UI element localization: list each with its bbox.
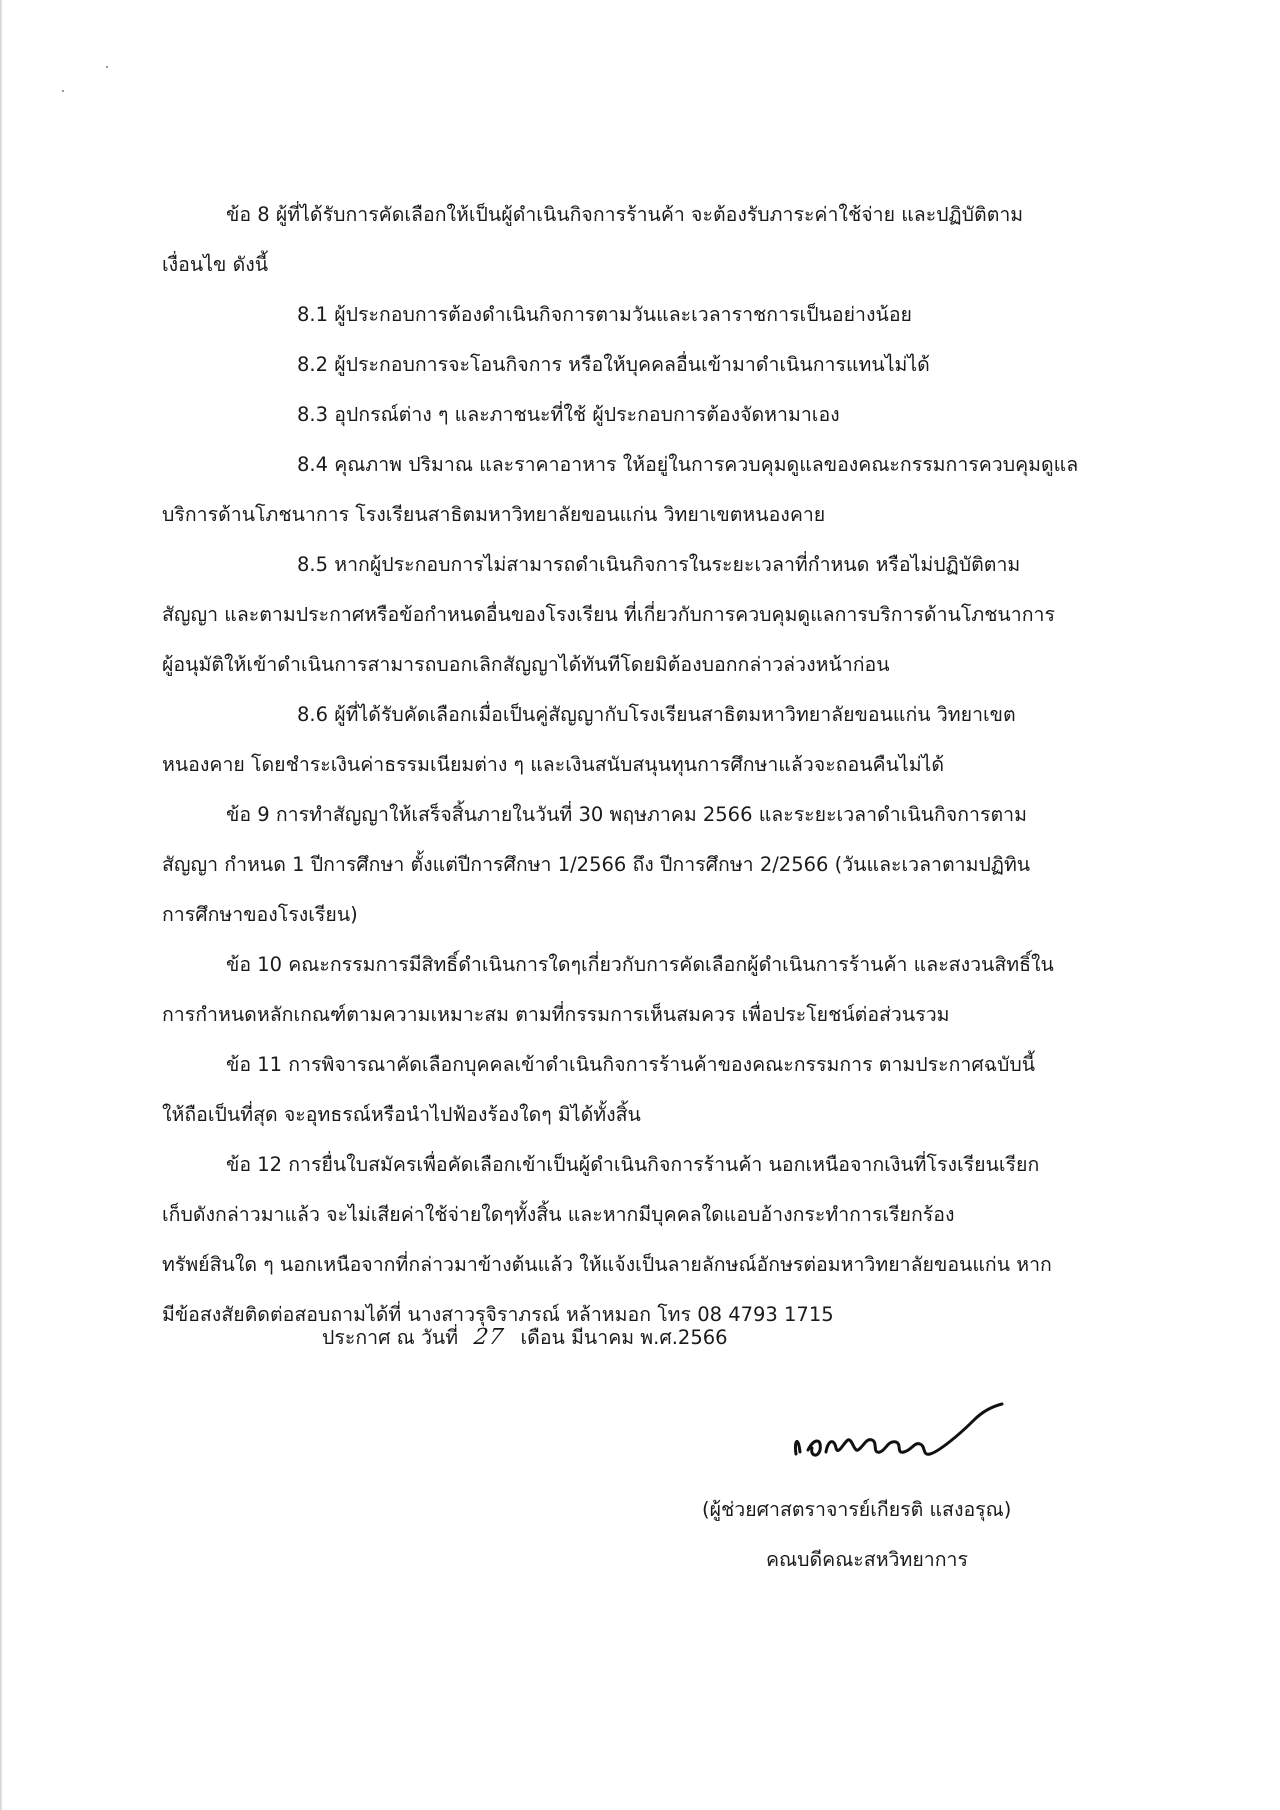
clause-8-item-6-line-2: หนองคาย โดยชำระเงินค่าธรรมเนียมต่าง ๆ และเงินสนับสนุนทุนการศึกษาแล้วจะถอนคืนไม่ได้ <box>162 753 945 776</box>
clause-9-line-2: สัญญา กำหนด 1 ปีการศึกษา ตั้งแต่ปีการศึกษา 1/2566 ถึง ปีการศึกษา 2/2566 (วันและเวลาตามปฏิทิน <box>162 853 1031 876</box>
clause-12 <box>162 1140 1120 1340</box>
scan-speck <box>62 90 64 92</box>
clause-11-line-2: ให้ถือเป็นที่สุด จะอุทธรณ์หรือนำไปฟ้องร้องใดๆ มิได้ทั้งสิ้น <box>162 1103 641 1126</box>
clause-8-intro-line-1: ข้อ 8 ผู้ที่ได้รับการคัดเลือกให้เป็นผู้ดำเนินกิจการร้านค้า จะต้องรับภาระค่าใช้จ่าย และปฏิบัติตาม <box>226 203 1024 226</box>
scan-speck <box>106 66 108 68</box>
handwritten-signature <box>788 1402 1038 1472</box>
announcement-date <box>322 1322 728 1353</box>
announcement-date-day: 27 <box>472 1325 507 1350</box>
clause-8-item-5-line-1: 8.5 หากผู้ประกอบการไม่สามารถดำเนินกิจการในระยะเวลาที่กำหนด หรือไม่ปฏิบัติตาม <box>297 553 1021 576</box>
clause-12-line-2: เก็บดังกล่าวมาแล้ว จะไม่เสียค่าใช้จ่ายใดๆทั้งสิ้น และหากมีบุคคลใดแอบอ้างกระทำการเรียกร้อง <box>162 1203 955 1226</box>
clause-8-item-2: 8.2 ผู้ประกอบการจะโอนกิจการ หรือให้บุคคลอื่นเข้ามาดำเนินการแทนไม่ได้ <box>297 353 930 376</box>
clause-11 <box>162 1040 1120 1140</box>
announcement-date-suffix: เดือน มีนาคม พ.ศ.2566 <box>520 1326 728 1349</box>
clause-8 <box>162 190 1120 790</box>
clause-11-line-1: ข้อ 11 การพิจารณาคัดเลือกบุคคลเข้าดำเนินกิจการร้านค้าของคณะกรรมการ ตามประกาศฉบับนี้ <box>226 1053 1036 1076</box>
clause-8-item-5-line-3: ผู้อนุมัติให้เข้าดำเนินการสามารถบอกเลิกสัญญาได้ทันทีโดยมิต้องบอกกล่าวล่วงหน้าก่อน <box>162 653 890 676</box>
signer-title: คณบดีคณะสหวิทยาการ <box>766 1548 968 1571</box>
clause-9-line-3: การศึกษาของโรงเรียน) <box>162 903 358 926</box>
clause-10 <box>162 940 1120 1040</box>
clause-12-line-4: มีข้อสงสัยติดต่อสอบถามได้ที่ นางสาวรุจิราภรณ์ หล้าหมอก โทร 08 4793 1715 <box>162 1303 834 1326</box>
clause-8-item-3: 8.3 อุปกรณ์ต่าง ๆ และภาชนะที่ใช้ ผู้ประกอบการต้องจัดหามาเอง <box>297 403 840 426</box>
clause-12-line-3: ทรัพย์สินใด ๆ นอกเหนือจากที่กล่าวมาข้างต้นแล้ว ให้แจ้งเป็นลายลักษณ์อักษรต่อมหาวิทยาลัยขอนแก่น หาก <box>162 1253 1052 1276</box>
clause-8-item-4-line-2: บริการด้านโภชนาการ โรงเรียนสาธิตมหาวิทยาลัยขอนแก่น วิทยาเขตหนองคาย <box>162 503 826 526</box>
signer-name: (ผู้ช่วยศาสตราจารย์เกียรติ แสงอรุณ) <box>702 1498 1012 1521</box>
document-body <box>162 190 1120 1340</box>
clause-8-item-5-line-2: สัญญา และตามประกาศหรือข้อกำหนดอื่นของโรงเรียน ที่เกี่ยวกับการควบคุมดูแลการบริการด้านโภชนาการ <box>162 603 1055 626</box>
scan-edge-shadow <box>0 0 3 1810</box>
clause-10-line-1: ข้อ 10 คณะกรรมการมีสิทธิ์ดำเนินการใดๆเกี่ยวกับการคัดเลือกผู้ดำเนินการร้านค้า และสงวนสิทธิ์ใน <box>226 953 1054 976</box>
clause-8-intro-line-2: เงื่อนไข ดังนี้ <box>162 253 269 276</box>
clause-10-line-2: การกำหนดหลักเกณฑ์ตามความเหมาะสม ตามที่กรรมการเห็นสมควร เพื่อประโยชน์ต่อส่วนรวม <box>162 1003 950 1026</box>
clause-12-line-1: ข้อ 12 การยื่นใบสมัครเพื่อคัดเลือกเข้าเป็นผู้ดำเนินกิจการร้านค้า นอกเหนือจากเงินที่โรงเรียนเรียก <box>226 1153 1040 1176</box>
announcement-date-prefix: ประกาศ ณ วันที่ <box>322 1326 459 1349</box>
clause-8-item-6-line-1: 8.6 ผู้ที่ได้รับคัดเลือกเมื่อเป็นคู่สัญญากับโรงเรียนสาธิตมหาวิทยาลัยขอนแก่น วิทยาเขต <box>297 703 1016 726</box>
clause-8-item-4-line-1: 8.4 คุณภาพ ปริมาณ และราคาอาหาร ให้อยู่ในการควบคุมดูแลของคณะกรรมการควบคุมดูแล <box>297 453 1079 476</box>
clause-9 <box>162 790 1120 940</box>
clause-8-item-1: 8.1 ผู้ประกอบการต้องดำเนินกิจการตามวันและเวลาราชการเป็นอย่างน้อย <box>297 303 912 326</box>
clause-9-line-1: ข้อ 9 การทำสัญญาให้เสร็จสิ้นภายในวันที่ 30 พฤษภาคม 2566 และระยะเวลาดำเนินกิจการตาม <box>226 803 1027 826</box>
